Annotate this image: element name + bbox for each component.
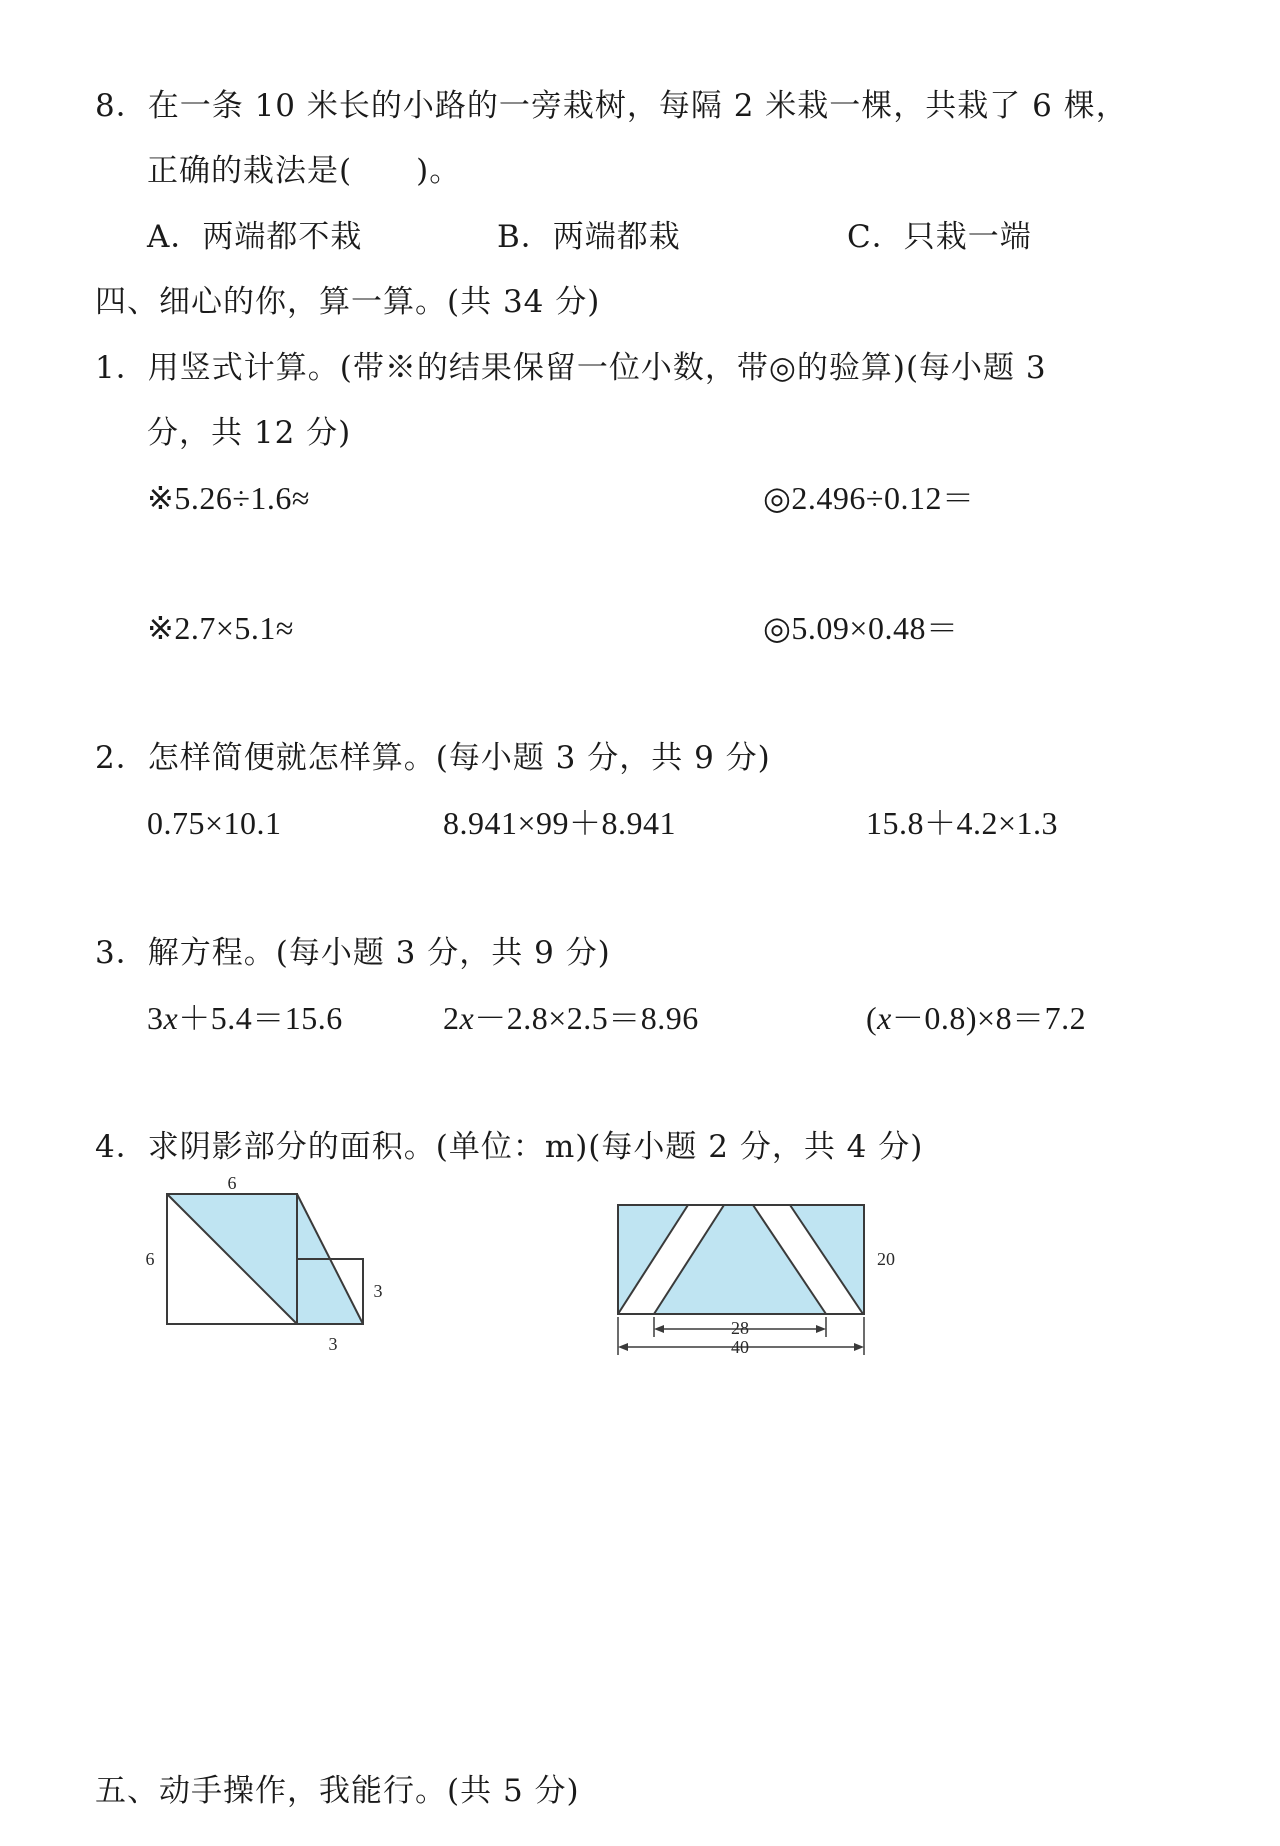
fig1-label-left: 6 <box>145 1249 155 1269</box>
figure-1-shaded-area <box>130 1173 400 1385</box>
s4-p2-item-1: 0.75×10.1 <box>147 805 282 841</box>
s4-p1-item-1: ※5.26÷1.6≈ <box>147 480 310 516</box>
fig1-label-right: 3 <box>373 1281 383 1301</box>
fig2-label-outer: 40 <box>731 1337 749 1357</box>
section-5-title: 五、动手操作，我能行。(共 5 分) <box>95 1773 580 1809</box>
s4-p3-equation-3: (x－0.8)×8＝7.2 <box>866 1000 1087 1036</box>
s4-p2-title: 2．怎样简便就怎样算。(每小题 3 分，共 9 分) <box>95 740 771 776</box>
fig2-label-height: 20 <box>877 1249 895 1269</box>
figure-2-shaded-area <box>610 1405 910 1595</box>
s4-p2-item-3: 15.8＋4.2×1.3 <box>866 805 1059 841</box>
fig2-label-inner: 28 <box>731 1318 749 1338</box>
s4-p1-item-4: ◎5.09×0.48＝ <box>763 610 959 646</box>
s4-p1-line-2: 分，共 12 分) <box>147 415 352 451</box>
fig1-label-top: 6 <box>227 1173 237 1193</box>
s4-p3-title: 3．解方程。(每小题 3 分，共 9 分) <box>95 935 611 971</box>
s4-p1-line-1: 1．用竖式计算。(带※的结果保留一位小数，带◎的验算)(每小题 3 <box>95 350 1047 386</box>
s4-p1-item-2: ◎2.496÷0.12＝ <box>763 480 975 516</box>
s4-p4-title: 4．求阴影部分的面积。(单位：m)(每小题 2 分，共 4 分) <box>95 1129 924 1165</box>
q8-line-2: 正确的栽法是( )。 <box>147 153 462 189</box>
q8-option-a: A．两端都不栽 <box>147 219 363 255</box>
q8-option-b: B．两端都栽 <box>497 219 681 255</box>
figure-2-shaded-area-main <box>610 1205 910 1385</box>
s4-p1-item-3: ※2.7×5.1≈ <box>147 610 294 646</box>
section-4-title: 四、细心的你，算一算。(共 34 分) <box>95 284 601 320</box>
q8-line-1: 8．在一条 10 米长的小路的一旁栽树，每隔 2 米栽一棵，共栽了 6 棵， <box>95 88 1128 124</box>
s4-p3-equation-1: 3x＋5.4＝15.6 <box>147 1000 343 1036</box>
fig1-label-bottom: 3 <box>328 1334 338 1354</box>
q8-option-c: C．只栽一端 <box>847 219 1032 255</box>
s4-p2-item-2: 8.941×99＋8.941 <box>443 805 677 841</box>
s4-p3-equation-2: 2x－2.8×2.5＝8.96 <box>443 1000 699 1036</box>
